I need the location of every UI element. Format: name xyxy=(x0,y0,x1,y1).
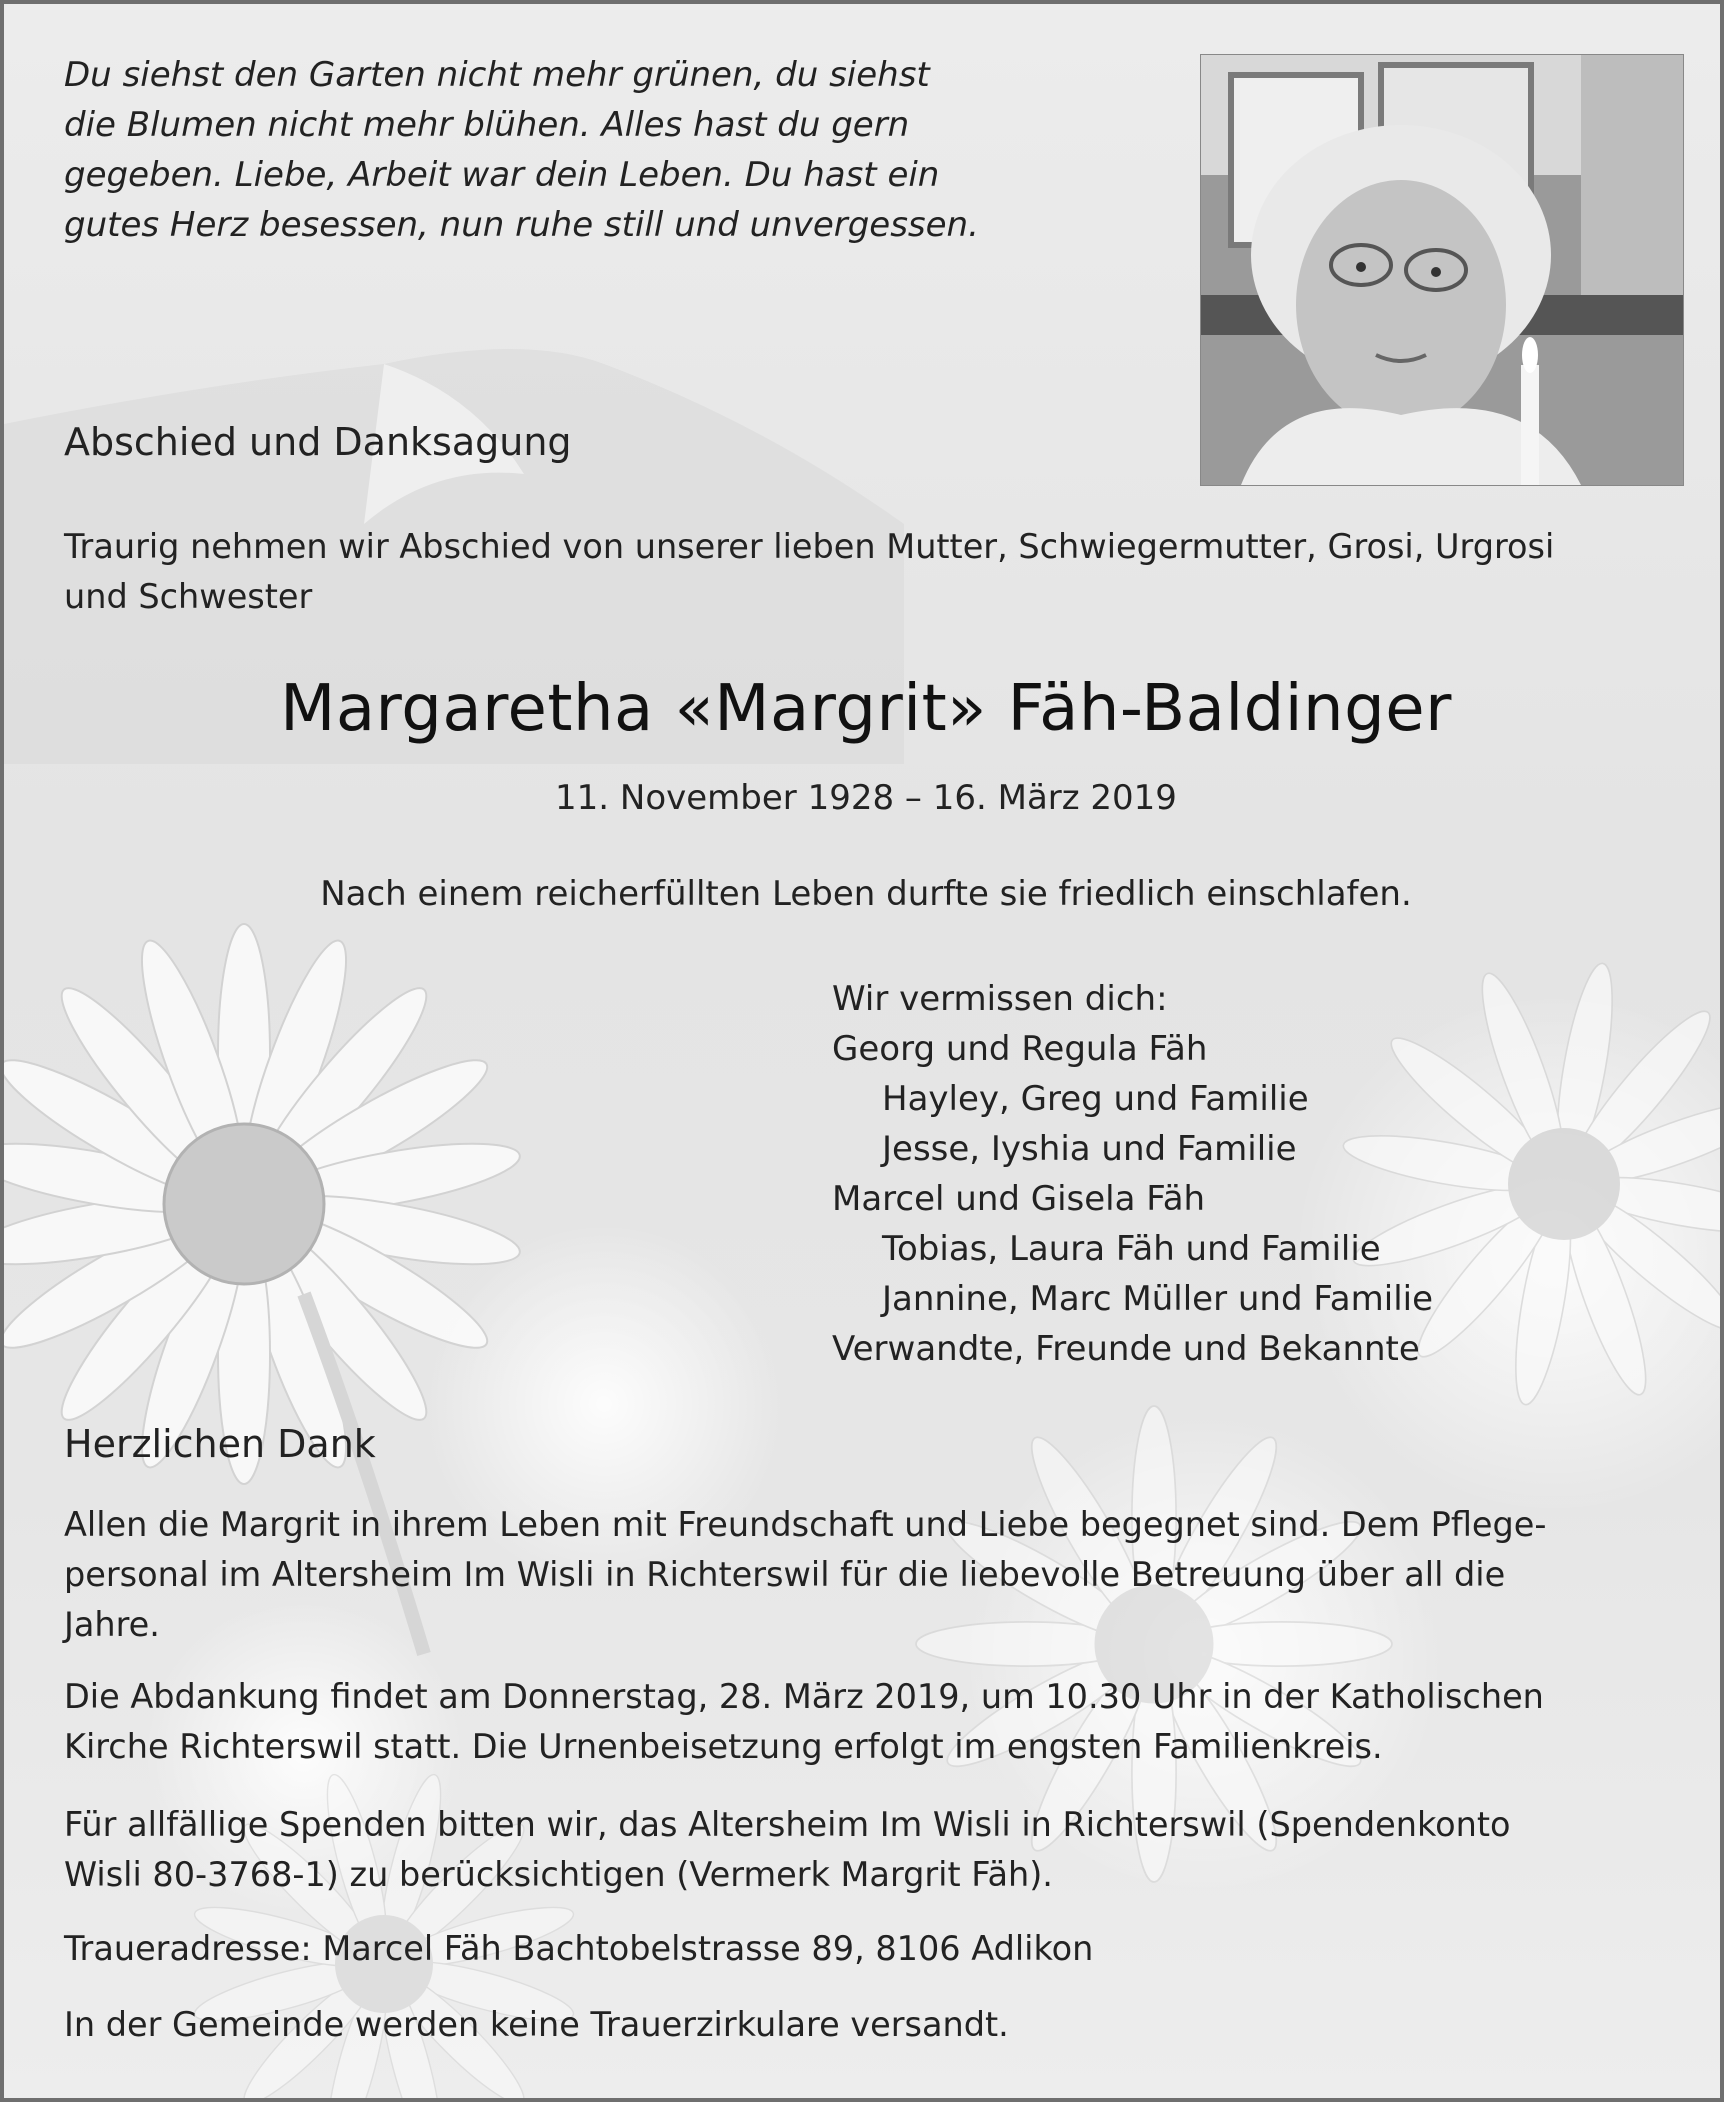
portrait-photo xyxy=(1200,54,1684,486)
circular-note: In der Gemeinde werden keine Trauerzirkulare versandt. xyxy=(64,2005,1009,2044)
mourner: Marcel und Gisela Fäh xyxy=(832,1179,1206,1219)
intro-line: und Schwester xyxy=(64,577,313,616)
mourner: Jesse, Iyshia und Familie xyxy=(882,1129,1297,1169)
thanks-line: Jahre. xyxy=(64,1605,160,1644)
life-dates: 11. November 1928 – 16. März 2019 xyxy=(555,778,1177,818)
mourner: Georg und Regula Fäh xyxy=(832,1029,1208,1069)
donation-line: Für allfällige Spenden bitten wir, das Altersheim Im Wisli in Richterswil (Spendenkonto xyxy=(64,1805,1511,1844)
mourner: Hayley, Greg und Familie xyxy=(882,1079,1309,1119)
poem-line: Du siehst den Garten nicht mehr grünen, du siehst xyxy=(64,55,930,95)
poem-line: gegeben. Liebe, Arbeit war dein Leben. Du hast ein xyxy=(64,155,940,195)
mourners-list xyxy=(832,974,1433,1374)
mourners-heading: Wir vermissen dich: xyxy=(832,979,1168,1019)
donation-line: Wisli 80-3768-1) zu berücksichtigen (Vermerk Margrit Fäh). xyxy=(64,1855,1053,1894)
mourner: Tobias, Laura Fäh und Familie xyxy=(882,1229,1381,1269)
service-line: Die Abdankung findet am Donnerstag, 28. März 2019, um 10.30 Uhr in der Katholischen xyxy=(64,1677,1544,1716)
intro-text xyxy=(64,522,1554,622)
poem-line: die Blumen nicht mehr blühen. Alles hast du gern xyxy=(64,105,910,145)
farewell-heading: Abschied und Danksagung xyxy=(64,420,572,464)
thanks-line: Allen die Margrit in ihrem Leben mit Freundschaft und Liebe begegnet sind. Dem Pflege- xyxy=(64,1505,1547,1544)
poem-line: gutes Herz besessen, nun ruhe still und unvergessen. xyxy=(64,205,979,245)
thanks-text xyxy=(64,1500,1547,1650)
mourner: Jannine, Marc Müller und Familie xyxy=(882,1279,1434,1319)
mourner: Verwandte, Freunde und Bekannte xyxy=(832,1329,1420,1369)
deceased-name: Margaretha «Margrit» Fäh-Baldinger xyxy=(280,672,1452,746)
service-text xyxy=(64,1672,1544,1772)
passing-note: Nach einem reicherfüllten Leben durfte sie friedlich einschlafen. xyxy=(320,874,1412,914)
poem xyxy=(64,50,979,250)
service-line: Kirche Richterswil statt. Die Urnenbeisetzung erfolgt im engsten Familienkreis. xyxy=(64,1727,1383,1766)
thanks-heading: Herzlichen Dank xyxy=(64,1422,376,1466)
intro-line: Traurig nehmen wir Abschied von unserer lieben Mutter, Schwiegermutter, Grosi, Urgrosi xyxy=(64,527,1555,566)
donation-text xyxy=(64,1800,1511,1900)
mourning-address: Traueradresse: Marcel Fäh Bachtobelstrasse 89, 8106 Adlikon xyxy=(64,1929,1094,1968)
thanks-line: personal im Altersheim Im Wisli in Richterswil für die liebevolle Betreuung über all die xyxy=(64,1555,1506,1594)
